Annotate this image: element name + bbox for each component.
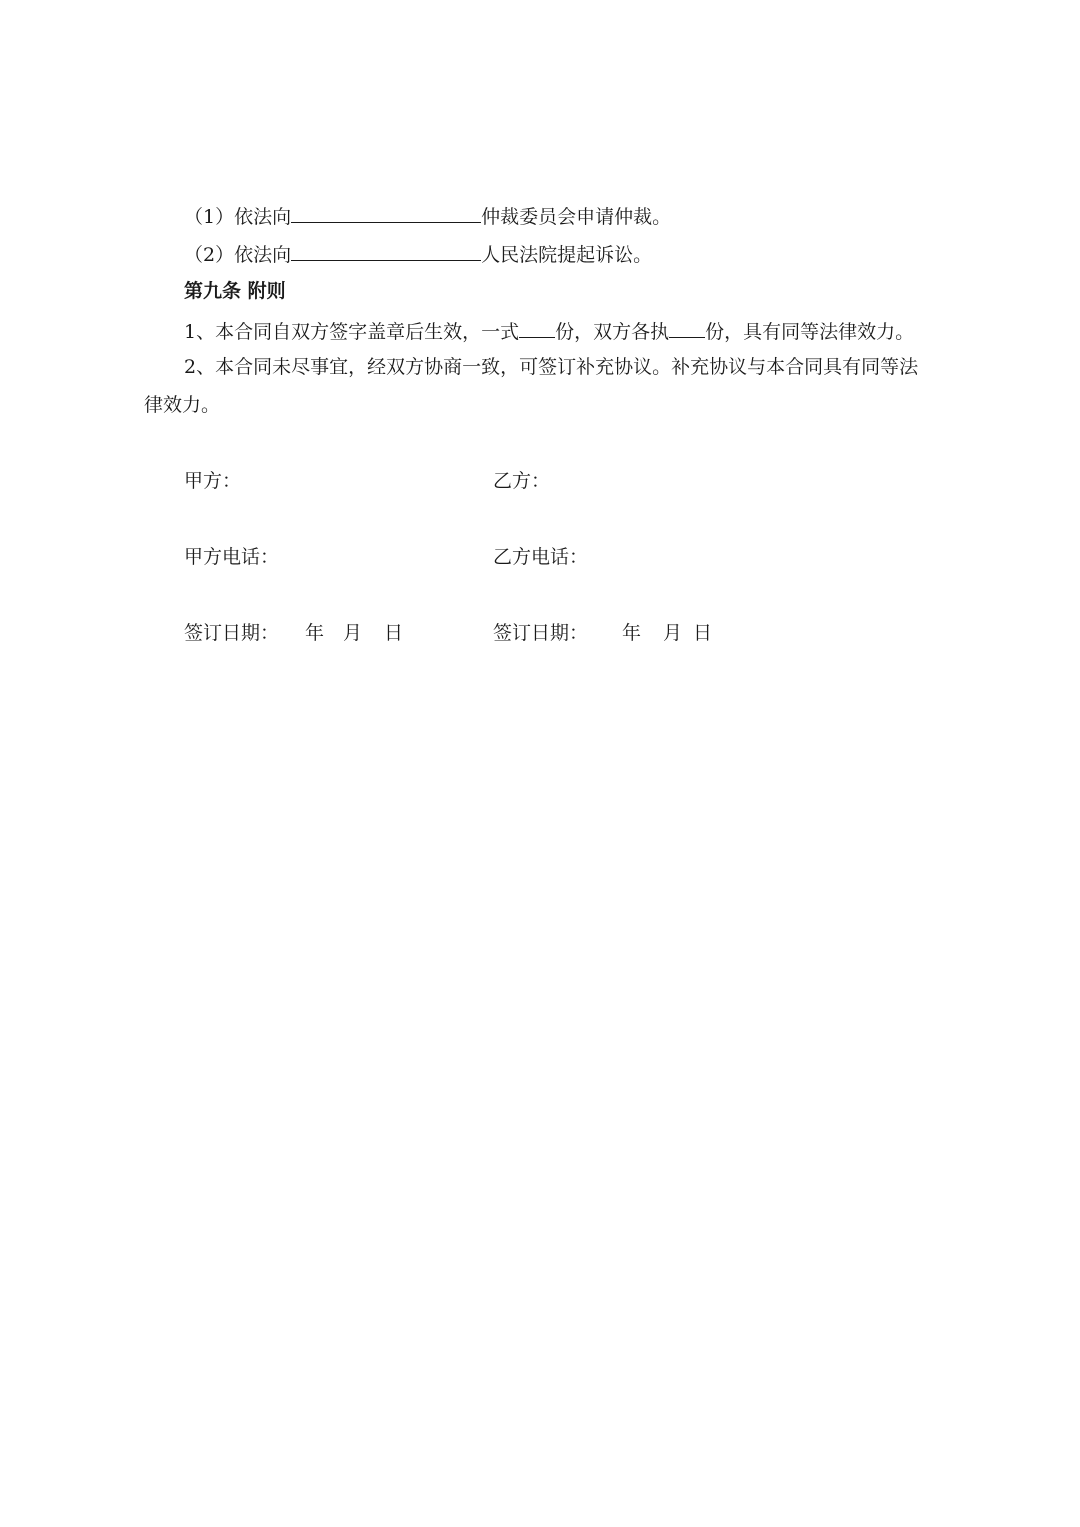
clause-litigation-prefix: （2）依法向	[184, 244, 292, 266]
party-b-phone-label: 乙方电话：	[493, 546, 589, 568]
clause-arbitration-suffix: 仲裁委员会申请仲裁。	[481, 206, 672, 228]
party-b-label: 乙方：	[493, 470, 551, 492]
party-a-year-label: 年	[305, 622, 325, 644]
copies-each-blank	[669, 317, 705, 338]
article9-heading: 第九条 附则	[184, 280, 286, 302]
party-b-day-label: 日	[693, 622, 713, 644]
party-b-year-label: 年	[622, 622, 642, 644]
party-a-month-label: 月	[343, 622, 363, 644]
party-b-month-label: 月	[663, 622, 683, 644]
article9-p1-part-a: 1、本合同自双方签字盖章后生效，一式	[184, 321, 520, 343]
clause-litigation	[184, 240, 652, 267]
party-a-day-label: 日	[384, 622, 404, 644]
arbitration-blank	[291, 202, 481, 223]
clause-arbitration	[184, 202, 671, 229]
clause-arbitration-prefix: （1）依法向	[184, 206, 292, 228]
litigation-blank	[291, 240, 481, 261]
clause-litigation-suffix: 人民法院提起诉讼。	[481, 244, 653, 266]
article9-p1-part-b: 份，双方各执	[555, 321, 670, 343]
party-a-label: 甲方：	[184, 470, 242, 492]
article9-paragraph-2-line1: 2、本合同未尽事宜，经双方协商一致，可签订补充协议。补充协议与本合同具有同等法	[184, 356, 919, 378]
article9-paragraph-2-line2: 律效力。	[144, 394, 221, 416]
party-b-sign-date-label: 签订日期：	[493, 622, 589, 644]
copies-total-blank	[519, 317, 555, 338]
party-a-phone-label: 甲方电话：	[184, 546, 280, 568]
party-a-sign-date-label: 签订日期：	[184, 622, 280, 644]
article9-paragraph-1	[184, 317, 914, 344]
article9-p1-part-c: 份，具有同等法律效力。	[705, 321, 915, 343]
